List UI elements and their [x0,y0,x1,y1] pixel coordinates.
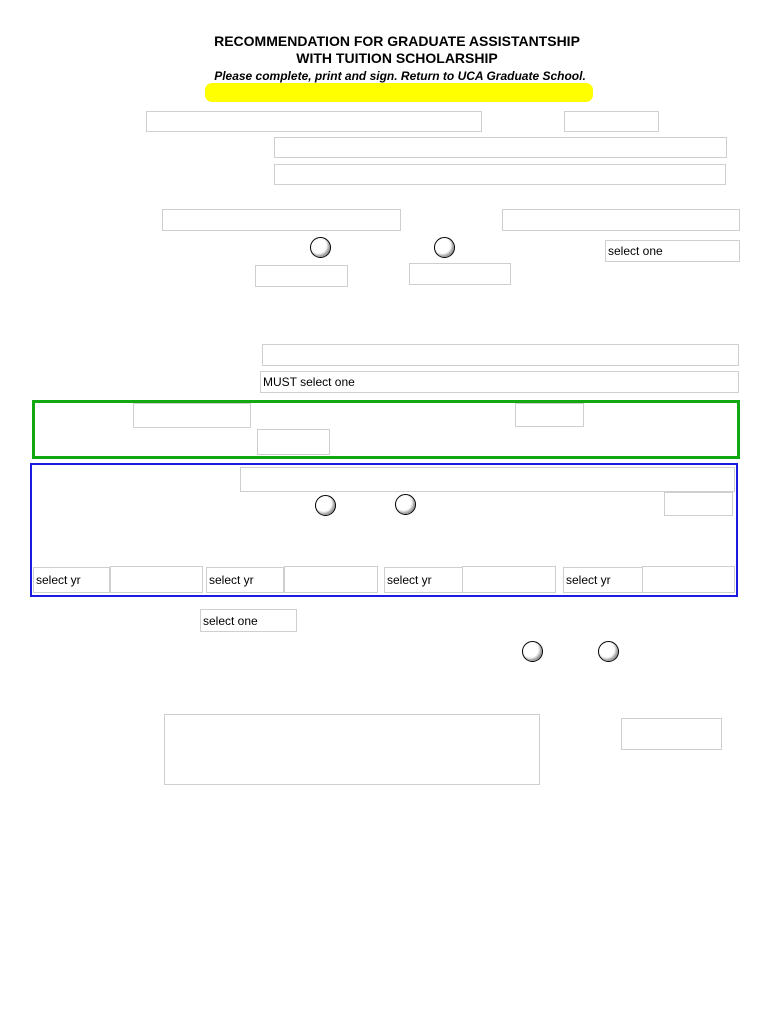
radio-option-2[interactable] [434,237,455,258]
text-field-5[interactable] [162,209,401,231]
form-title-line2: WITH TUITION SCHOLARSHIP [296,50,498,66]
comments-textarea[interactable] [164,714,540,785]
year-field-4[interactable] [642,566,735,593]
radio-option-6[interactable] [598,641,619,662]
date-field[interactable] [621,718,722,750]
radio-option-5[interactable] [522,641,543,662]
radio-option-3[interactable] [315,495,336,516]
form-instructions: Please complete, print and sign. Return to UCA Graduate School. [214,69,586,83]
text-field-2[interactable] [564,111,659,132]
year-field-2[interactable] [284,566,378,593]
green-field-3[interactable] [257,429,330,455]
text-field-4[interactable] [274,164,726,185]
status-select[interactable]: select one [605,240,740,262]
year-select-4[interactable]: select yr [563,567,643,593]
instructions-highlight [205,83,593,102]
radio-option-4[interactable] [395,494,416,515]
green-field-1[interactable] [133,403,251,428]
text-field-6[interactable] [502,209,740,231]
radio-option-1[interactable] [310,237,331,258]
assignment-select[interactable]: select one [200,609,297,632]
year-field-1[interactable] [110,566,203,593]
year-field-3[interactable] [462,566,556,593]
text-field-1[interactable] [146,111,482,132]
blue-field-1[interactable] [240,467,735,492]
program-type-select[interactable]: MUST select one [260,371,739,393]
year-select-3[interactable]: select yr [384,567,463,593]
green-field-2[interactable] [515,403,584,427]
blue-field-2[interactable] [664,492,733,516]
year-select-1[interactable]: select yr [33,567,110,593]
year-select-2[interactable]: select yr [206,567,284,593]
text-field-9[interactable] [262,344,739,366]
form-title-line1: RECOMMENDATION FOR GRADUATE ASSISTANTSHIP [214,33,580,49]
text-field-7[interactable] [255,265,348,287]
text-field-8[interactable] [409,263,511,285]
text-field-3[interactable] [274,137,727,158]
